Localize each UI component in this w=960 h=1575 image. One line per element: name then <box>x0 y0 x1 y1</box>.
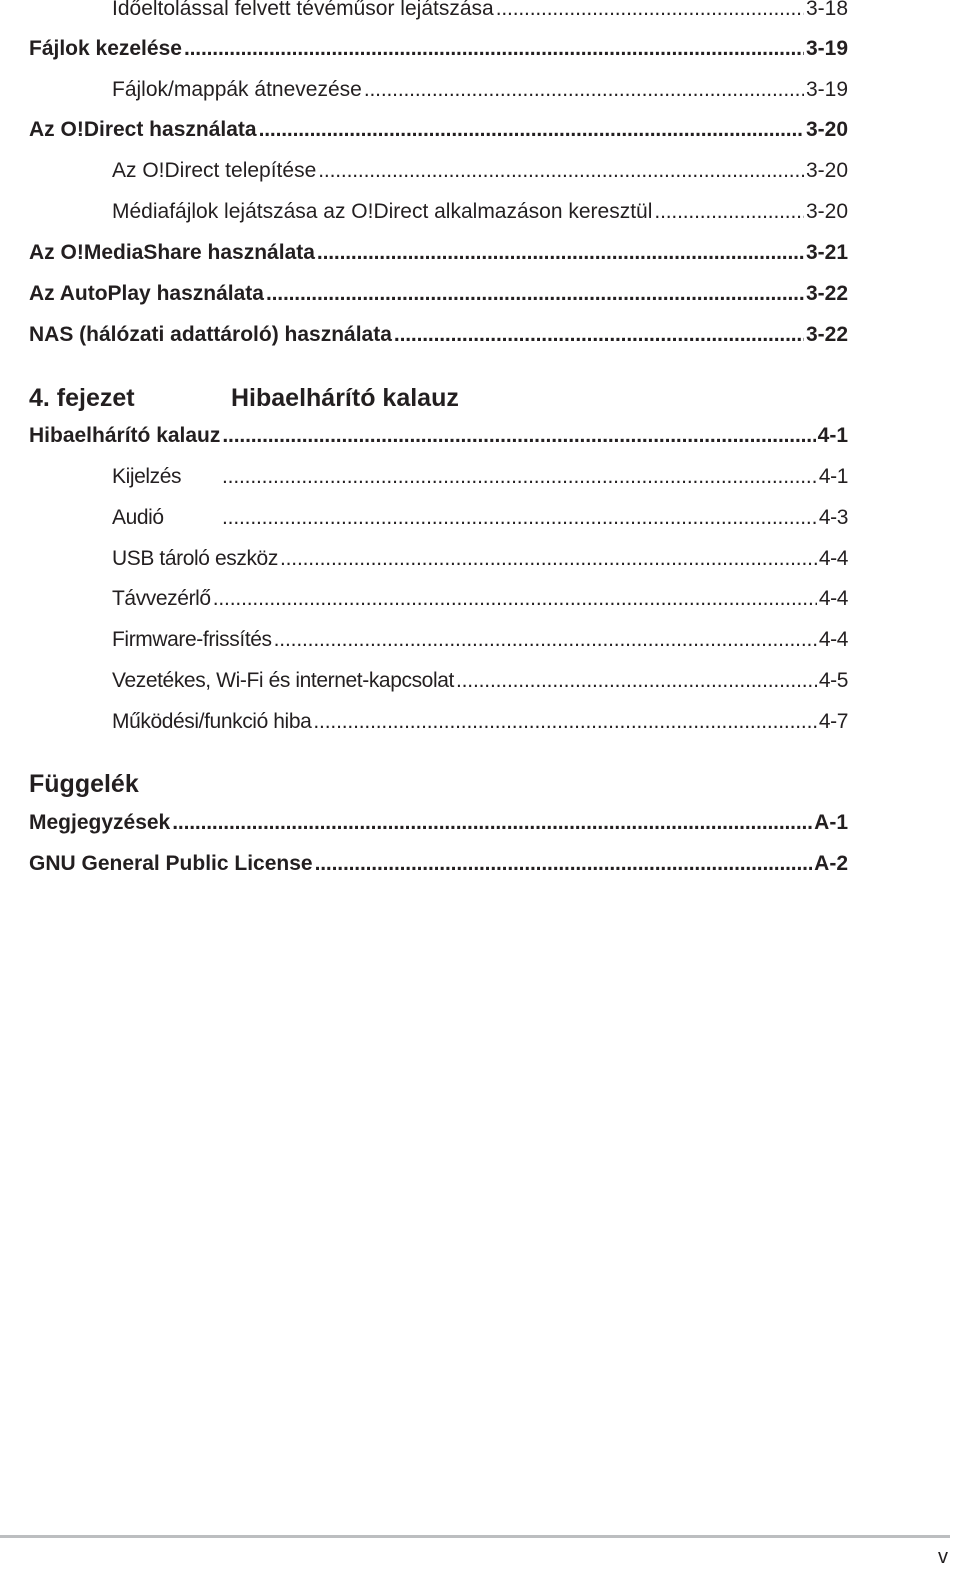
leader-dots <box>259 118 804 142</box>
toc-entry[interactable] <box>112 710 848 746</box>
leader-dots <box>315 852 813 876</box>
leader-dots <box>313 710 816 734</box>
leader-dots <box>274 628 817 652</box>
appendix-title: Függelék <box>29 770 139 798</box>
toc-entry-label: Kijelzés <box>112 465 182 488</box>
leader-dots <box>317 241 804 265</box>
toc-entry-label: Firmware-frissítés <box>112 628 272 651</box>
toc-entry-label: Hibaelhárító kalauz <box>29 424 221 447</box>
toc-entry-page: 3-19 <box>805 78 848 101</box>
toc-entry-page: 3-20 <box>805 118 848 141</box>
toc-entry[interactable] <box>29 282 848 318</box>
leader-dots <box>172 811 812 835</box>
toc-entry[interactable] <box>112 0 848 33</box>
toc-entry-label: Az O!Direct használata <box>29 118 257 141</box>
toc-entry-label: Megjegyzések <box>29 811 171 834</box>
leader-dots <box>364 78 804 102</box>
leader-dots <box>184 37 804 61</box>
toc-entry-page: 4-4 <box>818 628 848 651</box>
footer-divider <box>0 1535 950 1538</box>
leader-dots <box>280 547 817 571</box>
toc-entry-page: 4-7 <box>818 710 848 733</box>
toc-entry-page: 3-19 <box>805 37 848 60</box>
toc-entry-page: 3-21 <box>805 241 848 264</box>
toc-entry-label: Az AutoPlay használata <box>29 282 264 305</box>
toc-entry-label: Fájlok kezelése <box>29 37 182 60</box>
leader-dots <box>654 200 804 224</box>
toc-entry-page: 3-22 <box>805 323 848 346</box>
toc-entry-page: 4-1 <box>818 465 848 488</box>
toc-entry-label: NAS (hálózati adattároló) használata <box>29 323 392 346</box>
toc-entry[interactable] <box>112 200 848 236</box>
toc-entry[interactable] <box>112 506 848 542</box>
toc-entry-page: 4-3 <box>818 506 848 529</box>
leader-dots <box>213 587 817 611</box>
toc-entry-label: Fájlok/mappák átnevezése <box>112 78 362 101</box>
toc-entry-page: 4-1 <box>817 424 848 447</box>
toc-entry-label: Vezetékes, Wi-Fi és internet-kapcsolat <box>112 669 454 692</box>
leader-dots <box>222 465 817 489</box>
toc-entry[interactable] <box>29 241 848 277</box>
toc-entry[interactable] <box>29 424 848 460</box>
toc-entry[interactable] <box>29 852 848 888</box>
toc-entry-page: 3-20 <box>805 159 848 182</box>
toc-entry-label: GNU General Public License <box>29 852 313 875</box>
toc-entry-page: 3-20 <box>805 200 848 223</box>
toc-entry[interactable] <box>112 669 848 705</box>
toc-entry[interactable] <box>112 78 848 114</box>
chapter-title: Hibaelhárító kalauz <box>231 384 459 412</box>
toc-entry-page: A-1 <box>814 811 848 834</box>
leader-dots <box>222 424 815 448</box>
toc-entry-page: 4-5 <box>818 669 848 692</box>
chapter-number: 4. fejezet <box>29 384 135 412</box>
toc-entry-page: 3-22 <box>805 282 848 305</box>
leader-dots <box>266 282 804 306</box>
toc-entry-label: USB tároló eszköz <box>112 547 278 570</box>
page-number: v <box>938 1546 948 1568</box>
toc-entry[interactable] <box>112 465 848 501</box>
toc-entry[interactable] <box>112 628 848 664</box>
leader-dots <box>456 669 817 693</box>
toc-entry-label: Időeltolással felvett tévéműsor lejátszása <box>112 0 494 20</box>
leader-dots <box>496 0 804 21</box>
toc-entry[interactable] <box>29 811 848 847</box>
toc-entry-page: 4-4 <box>818 547 848 570</box>
toc-entry-label: Működési/funkció hiba <box>112 710 312 733</box>
toc-entry-page: A-2 <box>814 852 848 875</box>
toc-entry-label: Médiafájlok lejátszása az O!Direct alkalmazáson keresztül <box>112 200 653 223</box>
toc-entry-page: 3-18 <box>805 0 848 20</box>
toc-entry[interactable] <box>29 37 848 73</box>
toc-entry-label: Távvezérlő <box>112 587 211 610</box>
leader-dots <box>318 159 804 183</box>
toc-entry[interactable] <box>29 118 848 154</box>
leader-dots <box>222 506 817 530</box>
toc-entry[interactable] <box>112 547 848 583</box>
toc-entry[interactable] <box>112 159 848 195</box>
toc-entry[interactable] <box>112 587 848 623</box>
toc-entry-label: Az O!Direct telepítése <box>112 159 317 182</box>
toc-entry[interactable] <box>29 323 848 359</box>
toc-entry-page: 4-4 <box>818 587 848 610</box>
toc-entry-label: Az O!MediaShare használata <box>29 241 315 264</box>
toc-entry-label: Audió <box>112 506 164 529</box>
leader-dots <box>394 323 804 347</box>
